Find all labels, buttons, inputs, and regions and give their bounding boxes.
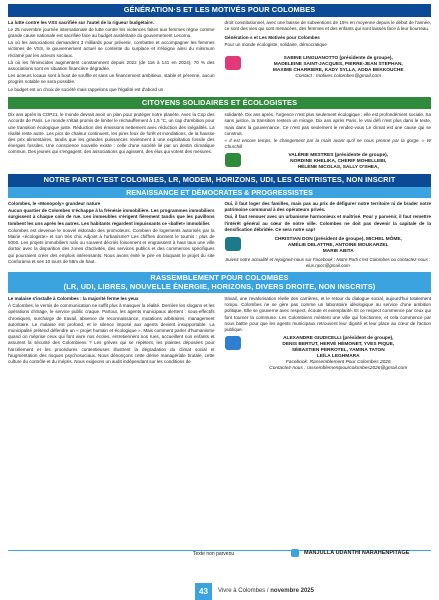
signature-line: SABINE LINGUANOTTO (présidente de groupe), <box>283 56 393 62</box>
signature-block <box>246 237 432 255</box>
contact-email: Contact : motives.colombes@gmail.com <box>295 74 382 80</box>
section1-left-column <box>8 20 215 94</box>
signature-line: VALÉRIE MESTRES (présidente de groupe), <box>288 153 389 159</box>
section4-right-column <box>225 296 432 372</box>
signature-line: ALEXANDRE GIUDICELLI (président de groupe), <box>283 336 394 342</box>
signature-line: MAXIME CHARRIERE, KADY SYLLA, ADDA BEKKOUCHE <box>272 68 404 74</box>
paragraph: Oui, il faut renouer avec un urbanisme harmonieux et maîtrisé. Pour y parvenir, il faut remettre l'intérêt général au cœur de notre ville. Colombes ne doit pas devenir la capitale de la densification débridée. Ce sera notre cap! <box>224 214 431 232</box>
section-title-rassemblement <box>8 272 431 293</box>
person-icon <box>291 549 299 557</box>
quote: « Il est encore temps, le changement par la main avant qu'il ne nous prenne par la gorge. » W Churchill <box>224 138 431 150</box>
paragraph: travail, une revalorisation réelle des carrières, et le retour du dialogue social, aujourd'hui totalement rompu. Colombes ne se gère pas comme un laboratoire idéologique au service d'une ambition politique. Elle se gouverne avec respect, écoute et exemplarité. Et ce respect commence par ceux qui font tourner la commune. Les Colombiens méritent une ville qui fonctionne, et cela commence par nous battre pour que les agents municipaux retrouvent leur dignité et leur place au cœur de l'action publique. <box>224 296 431 333</box>
notre-parti-logo-icon <box>225 237 241 251</box>
paragraph: Dix ans après la COP21, le monde devrait avoir un plan pour protéger notre planète. Avec la Cop des Accords de Paris. Le monde s'était promis de limiter le réchauffement à 1,5 °C, un cap d'ambition pour une transition écologique juste. Réduction des émissions nettement avec réduction des inégalités. La réalité reste autre. Les pics de chaleur continuent, les pires feux de forêt et inondations, de la hausse des prix alimentaires, tandis que les grandes puissances reviennent à une exploitation fossile des énergies fossiles. Une conscience nouvelle existe : celle d'une société lié par un destin climatique commun. Des jeunes qui s'engagent, des associations qui agissent, des élus qui votent des mesures. <box>8 112 215 155</box>
section3-left-column <box>8 201 215 269</box>
facebook-contact: Facebook: Rassemblement Pour Colombes 2026 <box>285 360 391 366</box>
rassemblement-title: RASSEMBLEMENT POUR COLOMBES <box>150 273 289 283</box>
section-title-generations: GÉNÉRATION·S ET LES MOTIVÉS POUR COLOMBES <box>8 4 431 17</box>
section-title-notre-parti: NOTRE PARTI C'EST COLOMBES, LR, MODEM, HORIZONS, UDI, LES CENTRISTES, NON INSCRIT <box>8 174 431 187</box>
notice-text: Texte non parvenu <box>193 551 235 557</box>
paragraph: Aucun quartier de Colombes n'échappe à la frénésie immobilière. Les programmes immobiliers surgissent à chaque coin de rue. Les immeubles s'érigent fièrement tandis que les pavillons tombent les uns après les autres. Les habitants regardent impuissants ce «ballet» immobilier. <box>8 208 215 226</box>
missing-text-notice <box>8 548 431 560</box>
signature-line: CHRISTIAN DON (président de groupe), MICHEL MÔME, <box>274 237 402 243</box>
footer-text <box>218 588 314 594</box>
paragraph: Colombes est devenue le nouvel eldorado des promoteurs. Combien de logements autorisés par la Mairie «écologiste» et son très chic Adjoint à l'urbanisme? Les chiffres donnent le tournis : plus de 5000. Les projets immobiliers naîs ou souvent décriés foisonnent et engraissent à haut taux une ville dortoir avec la disparition des zones d'activités, des services publics et des commerces spécifiques qui pourraient créer des emplois intéressants. Nous avons évité le pire en bloquant le projet du site Conforama et ses 10 tours de 58m de haut. <box>8 227 215 264</box>
section2-left-column <box>8 112 215 171</box>
magazine-name: Vivre à Colombes <box>218 588 266 594</box>
paragraph: droit constitutionnel, avec une baisse de subventions de 15% en moyenne depuis le début de l'année, ce sont des vies qui sont menacées, des femmes et des enfants qui sont laissés face à leur bourreau. <box>224 19 431 31</box>
group-name: Génération·s et Les Motivés pour Colombes <box>224 34 320 40</box>
paragraph: La où les associations demandent 3 milliards pour prévenir, combattre et accompagner les femmes victimes de VSS, le gouvernement actuel se contente du surplace et s'éloigne ainsi du minimum réclamé par les acteurs sociaux. <box>8 40 215 58</box>
generations-logo-icon <box>225 56 241 70</box>
section4-headline: Le malaise s'installe à Colombes : la majorité ferme les yeux <box>8 296 139 302</box>
page-number: 43 <box>195 583 212 600</box>
paragraph: Là où les féminicides augmentent constamment depuis 2022 (de 116 à 141 en 2024), 70 % des associations sont en situation financière dégradée. <box>8 59 215 71</box>
paragraph: Les acteurs locaux sont à bout de souffle et sans un financement ambitieux, stable et pérenne, aucun progrès notable ne sera possible. <box>8 73 215 85</box>
paragraph: Le budget est un choix de société mais rappelons que l'égalité est d'abord un <box>8 86 164 92</box>
signature-line: MADELEINE SAINT-JACQUES, PIERRE-JEAN STEPHAN, <box>273 62 403 68</box>
section4-left-column <box>8 296 215 372</box>
signature-block <box>246 153 432 171</box>
group-slogan: Pour un monde écologiste, solidaire, démocratique <box>224 42 327 48</box>
rassemblement-logo-icon <box>225 336 241 350</box>
section3-right-column <box>225 201 432 269</box>
paragraph: solidarité. Dix ans après, l'urgence n'est plus seulement écologique : elle est profondément sociale. Sa sans justice, la transition restera un mirage. Dix ans après Paris, le vrai défi n'est plus dans le texte, mais dans la gouvernance. Ce n'est pas seulement le rendez-vous Le climat est une cause qui se construit. <box>224 112 431 136</box>
rassemblement-subtitle: (LR, UDI, LIBRES, NOUVELLE ÉNERGIE, HORIZONS, DIVERS DROITE, NON INSCRITS) <box>63 281 376 291</box>
section-subtitle-renaissance: RENAISSANCE ET DÉMOCRATES & PROGRESSISTES <box>8 187 431 198</box>
notice-name: MANJULLA UDANTHI NARAHENPITAGE <box>304 550 410 556</box>
signature-line: NORDINE KHELIKA, CHERIF MOHELLEBI, <box>290 159 387 165</box>
email-contact: Contactez-nous : rassemblementpourcolombes2026@gmail.com <box>269 366 408 372</box>
signature-block <box>246 56 432 80</box>
section1-headline: La lutte contre les VSS sacrifiée sur l'autel de la rigueur budgétaire. <box>8 19 154 25</box>
signature-line: LEÏLA LEGHMARA <box>316 354 360 360</box>
contact-line: Suivez notre actualité et rejoignez-nous sur Facebook : Notre Parti c'est Colombes ou contactez-nous : elus.npcc@gmail.com <box>225 257 431 269</box>
paragraph: Oui, il faut loger des familles, mais pas au prix de défigurer notre territoire ni de brader notre patrimoine communal à des opérateurs privés. <box>224 201 431 213</box>
section1-right-column <box>225 20 432 94</box>
section-title-citoyens: CITOYENS SOLIDAIRES ET ÉCOLOGISTES <box>8 97 431 110</box>
tribunes-page <box>8 4 431 372</box>
citoyens-logo-icon <box>225 153 241 167</box>
signature-block <box>246 336 432 372</box>
signature-line: HÉLÈNE NICOLAS, SALLY O'SHEA, <box>297 165 379 171</box>
signature-line: SÉBASTIEN PERROTEL, YAMINA TATON <box>291 348 385 354</box>
paragraph: À Colombes, le vernis de communication ne suffit plus à masquer la réalité. Derrière les slogans et les opérations d'image, le service public craque. Partout, les agents municipaux alertent : sous-effectifs chroniques, surcharge de travail, absence de reconnaissance, mutations arbitraires, management autoritaire. Le malaise est profond, et le silence imposé aux agents devient insupportable. La municipalité prétend défendre un « projet humain et écologique ». Mais comment parler d'humanisme quand on méprise ceux qui font vivre nos écoles, entretiennent nos rues, accueillent nos enfants et assurent la sécurité des Colombiens ? Les grèves qui se répètent, les plaintes déposées pour harcèlement et les procédures contentieuses illustrent la dégradation du climat social et l'augmentation des risques psychosociaux. Nous dénonçons cette dérive managériale brutale, cette culture du contrôle et du mépris. Nous exigeons un audit indépendant sur les conditions de <box>8 303 215 365</box>
signature-line: DENIS BERTUT, HERVÉ HÉMONET, YVES PIQUE, <box>282 342 395 348</box>
separator: / <box>266 588 271 594</box>
section3-headline: Colombes, le «Monopoly» grandeur nature <box>8 201 101 206</box>
signature-line: AMÉLIE DELATTRE, ANTOINE MOUKARZEL <box>287 243 389 249</box>
signature-line: MARIE ABITA <box>322 249 354 255</box>
issue-date: novembre 2025 <box>270 588 314 594</box>
section2-right-column <box>225 112 432 171</box>
paragraph: Le 25 novembre journée internationale de lutte contre les violences faites aux femmes règne comme grande cause nationale est sacrifiée face au budget austéritaire du gouvernement Lecornu. <box>8 26 215 38</box>
